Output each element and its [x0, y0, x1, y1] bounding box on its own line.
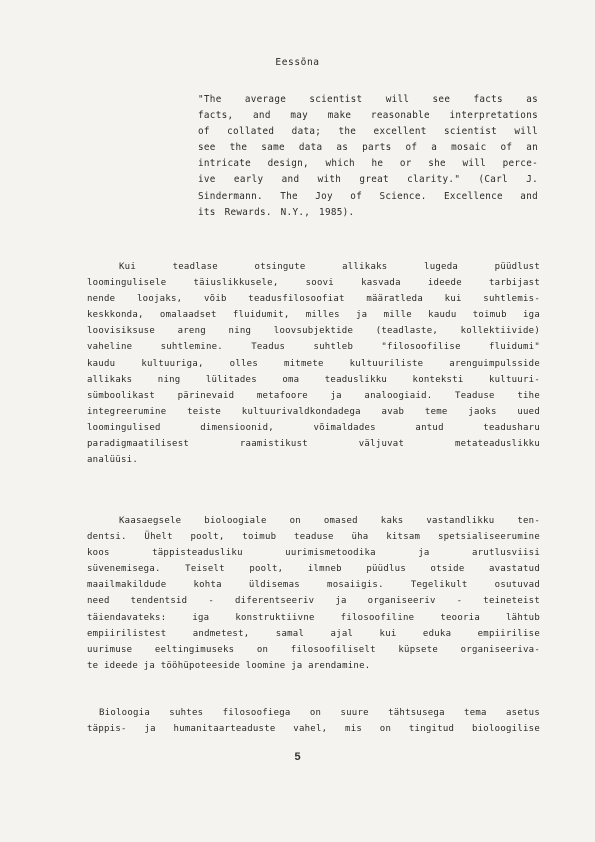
text-line: nende loojaks, võib teadusfilosoofiat määratleda kui suhtlemis- [87, 294, 540, 305]
text-line: te ideede ja tööhüpoteeside loomine ja arendamine. [87, 660, 371, 671]
epigraph-line: facts, and may make reasonable interpretations [198, 110, 538, 122]
text-line: need tendentsid - diferentseeriv ja organiseeriv - teineteist [87, 596, 540, 607]
text-line: analüüsi. [87, 455, 139, 466]
epigraph-line: "The average scientist will see facts as [198, 94, 538, 105]
epigraph-line: Sindermann. The Joy of Science. Excellence and [198, 190, 538, 202]
paragraph-3 [87, 705, 540, 737]
epigraph-line: see the same data as parts of a mosaic of an [198, 142, 538, 154]
epigraph-line: its Rewards. N.Y., 1985). [198, 206, 355, 218]
text-line: loomingulisele täiuslikkusele, soovi kasvada ideede tarbijast [87, 278, 540, 289]
epigraph-line: intricate design, which he or she will perce- [198, 158, 538, 170]
text-line: süvenemisega. Teiselt poolt, ilmneb püüdlus otside avastatud [87, 564, 540, 575]
text-line: kaudu kultuuriga, olles mitmete kultuuriliste arenguimpulsside [87, 358, 540, 369]
text-line: täiendavateks: iga konstruktiivne filosoofiline teooria lähtub [87, 612, 540, 623]
epigraph-quote [198, 92, 538, 221]
text-line: loomingulised dimensioonid, võimaldades antud teadusharu [87, 422, 540, 433]
epigraph-line: ive early and with great clarity." (Carl J. [198, 174, 538, 186]
text-line: Bioloogia suhtes filosoofiega on suure tähtsusega tema asetus [99, 708, 540, 718]
text-line: koos täppisteadusliku uurimismetoodika ja arutlusviisi [87, 548, 540, 559]
epigraph-line: of collated data; the excellent scientist will [198, 126, 538, 138]
text-line: integreerumine teiste kultuurivaldkondadega avab teme jaoks uued [87, 406, 540, 417]
text-line: keskkonda, omalaadset fluidumit, milles ja mille kaudu toimub iga [87, 310, 540, 321]
text-line: Kui teadlase otsingute allikaks lugeda püüdlust [119, 262, 540, 272]
page-number: 5 [294, 751, 301, 763]
paragraph-2 [87, 513, 540, 674]
paragraph-1 [87, 259, 540, 468]
text-line: uurimuse eeltingimuseks on filosoofiliselt küpsete organiseeriva- [87, 644, 540, 655]
text-line: maailmakildude kohta üldisemas mosaiigis. Tegelikult osutuvad [87, 580, 540, 591]
text-line: sümboolikast pärinevaid metafoore ja analoogiaid. Teaduse tihe [87, 390, 540, 401]
page-heading: Eessõna [275, 57, 320, 68]
text-line: Kaasaegsele bioloogiale on omased kaks vastandlikku ten- [119, 516, 540, 526]
text-line: dentsi. Ühelt poolt, toimub teaduse üha kitsam spetsialiseerumine [87, 532, 540, 543]
text-line: paradigmaatilisest raamistikust väljuvat metateaduslikku [87, 439, 540, 450]
text-line: allikaks ning lülitades oma teaduslikku konteksti kultuuri- [87, 374, 540, 385]
text-line: vaheline suhtlemine. Teadus suhtleb "filosoofilise fluidumi" [87, 342, 540, 353]
text-line: empiirilistest andmetest, samal ajal kui eduka empiirilise [87, 628, 540, 639]
text-line: täppis- ja humanitaarteaduste vahel, mis on tingitud bioloogilise [87, 724, 540, 735]
text-line: loovisiksuse areng ning loovsubjektide (teadlaste, kollektiivide) [87, 326, 540, 337]
